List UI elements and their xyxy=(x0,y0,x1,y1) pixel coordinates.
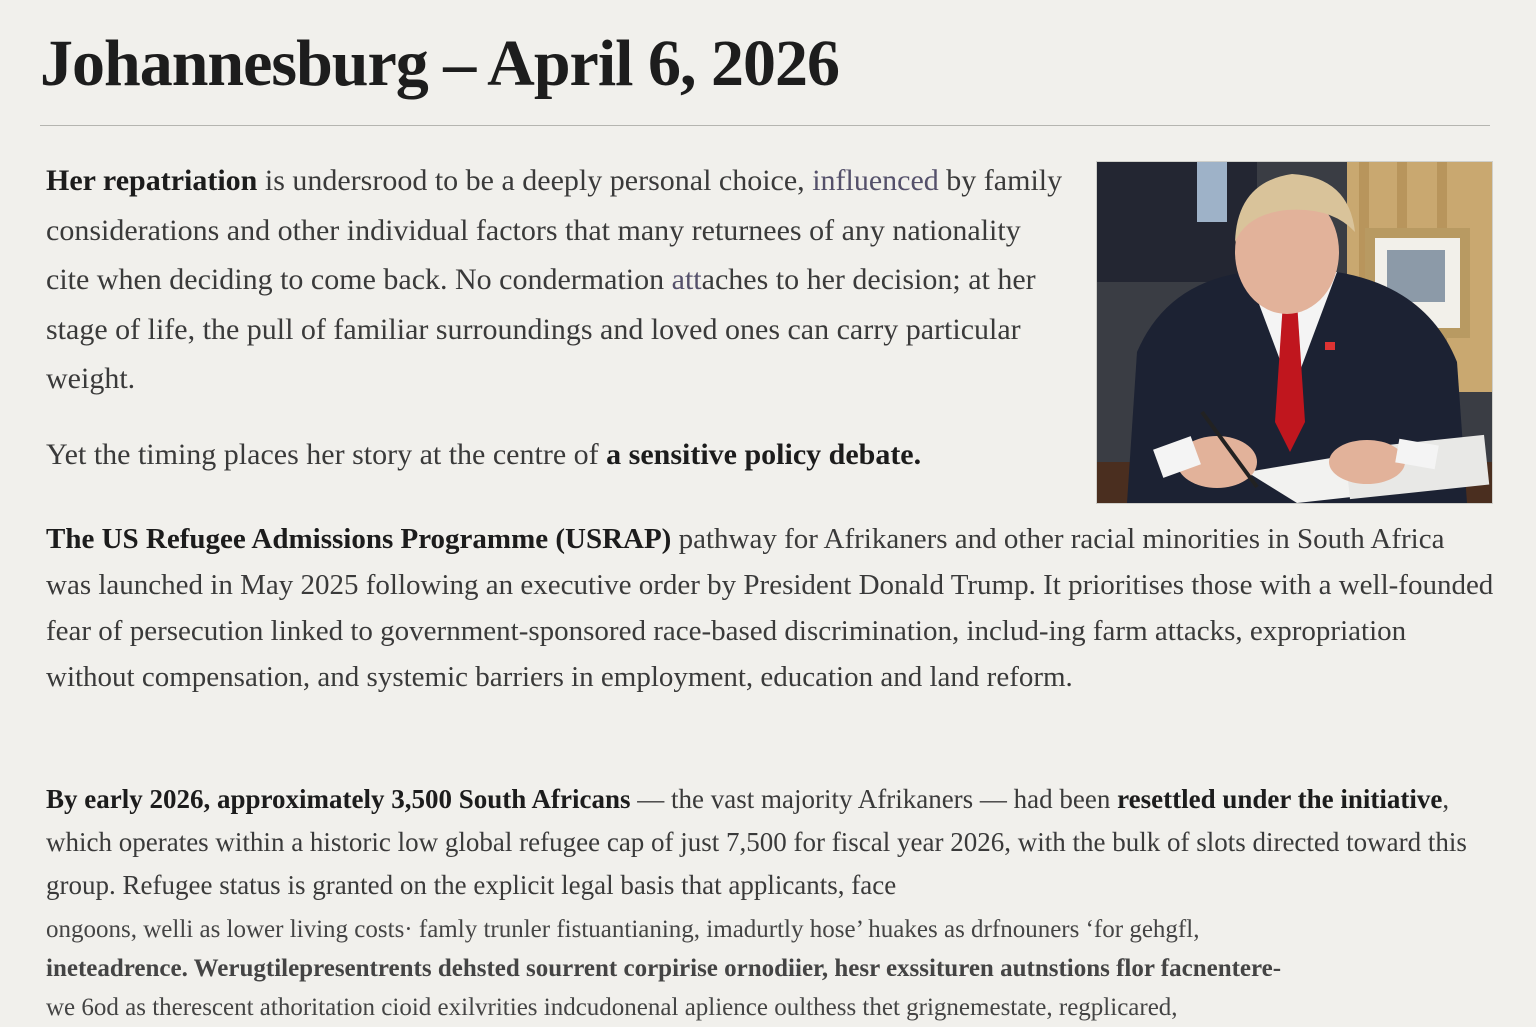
garbled-line: we 6od as therescent athoritation cioid exilvrities indcudonenal aplience oulthess thet grignemestate, regplicared, xyxy=(46,994,1178,1021)
paragraph-usrap xyxy=(46,516,1496,700)
paragraph-repatriation xyxy=(46,156,1066,404)
lead-bold: Her repatriation xyxy=(46,164,258,197)
lead-bold: By early 2026, approximately 3,500 South Africans xyxy=(46,784,631,814)
article-photo xyxy=(1096,161,1493,504)
text-span: aches to her decision; at her stage of life, the pull of familiar surroundings and loved ones can carry particular weight. xyxy=(46,263,1036,395)
garbled-line: ongoons, welli as lower living costs· famly trunler fistuantianing, imadurtly hose’ huakes as drfnouners ‘for gehgfl, xyxy=(46,916,1200,943)
person-signing-document-icon xyxy=(1097,162,1492,503)
highlight-word: influenced xyxy=(812,164,939,197)
garbled-line: ineteadrence. Werugtilepresentrents dehsted sourrent corpirise ornodiier, hesr exssituren autnstions flor facnentere- xyxy=(46,955,1282,982)
text-span: by family considerations and other individual factors that many returnees of any nationality cite when deciding to come back. No condermation xyxy=(46,164,1063,296)
lead-bold: The US Refugee Admissions Programme (USRAP) xyxy=(46,523,672,555)
text-span: — the vast majority Afrikaners — had been xyxy=(630,784,1118,814)
headline-divider xyxy=(40,125,1490,126)
text-span: Yet the timing places her story at the centre of xyxy=(46,438,607,471)
bold-phrase: resettled under the initiative xyxy=(1117,784,1443,814)
paragraph-resettlement xyxy=(46,778,1496,907)
paragraph-garbled xyxy=(46,910,1496,1027)
highlight-word: att xyxy=(671,263,702,296)
text-span: pathway for Afrikaners and other racial minorities in South Africa was launched in May 2025 following an executive order by President Donald Trump. It prioritises those with a well-founded fear of persecution linked to government-sponsored race-based discrimination, includ-ing farm attacks, expropriation without compensation, and systemic barriers in employment, education and land reform. xyxy=(46,523,1494,693)
text-span: is undersrood to be a deeply personal choice, xyxy=(257,164,813,197)
headline: Johannesburg – April 6, 2026 xyxy=(40,27,839,100)
paragraph-timing xyxy=(46,430,1066,479)
text-span: , which operates within a historic low global refugee cap of just 7,500 for fiscal year 2026, with the bulk of slots directed toward this group. Refugee status is granted on the explicit legal basis that applicants, face xyxy=(46,784,1467,900)
bold-phrase: a sensitive policy debate. xyxy=(606,438,922,471)
